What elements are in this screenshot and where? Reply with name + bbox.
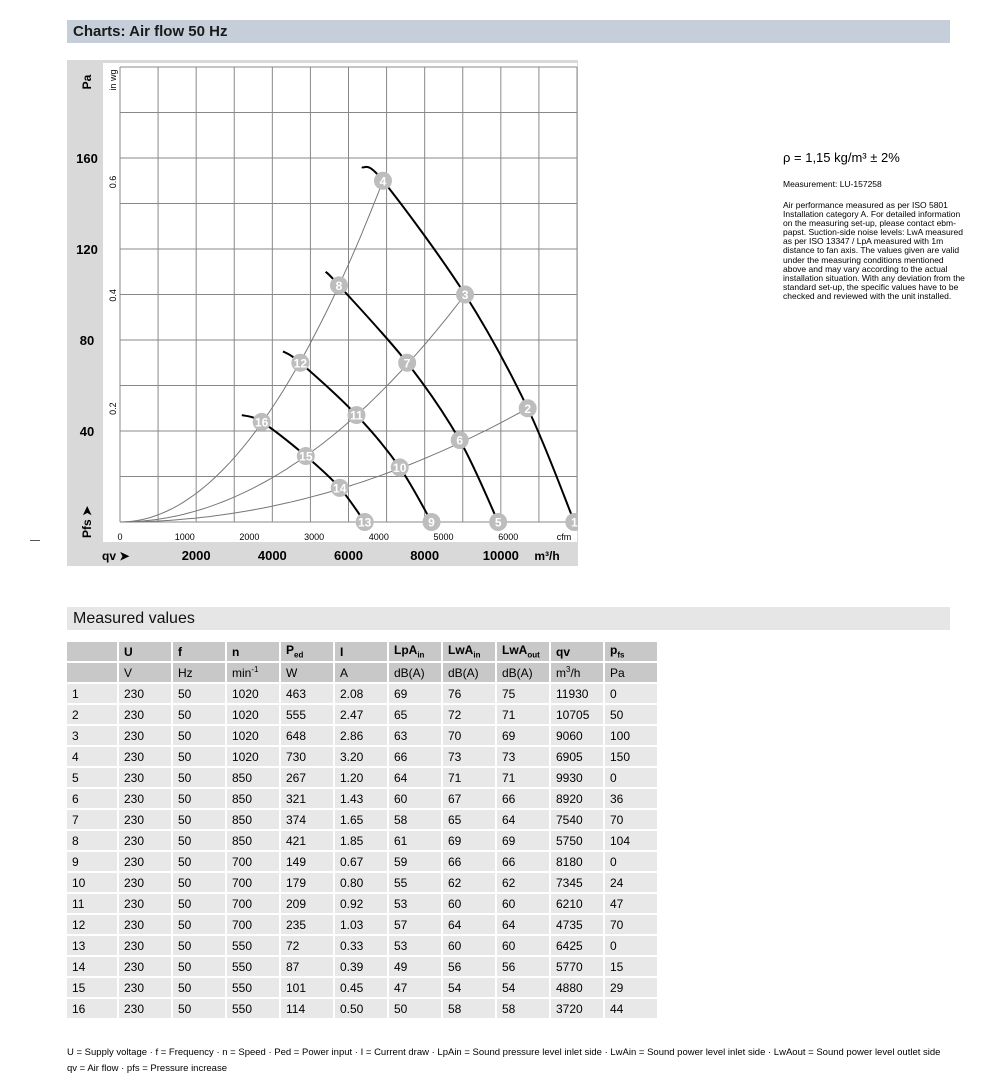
table-cell: 50 bbox=[173, 747, 225, 766]
x-unit-label: m³/h bbox=[534, 549, 560, 563]
x-secondary-tick-label: 6000 bbox=[498, 532, 519, 542]
table-cell: 700 bbox=[227, 873, 279, 892]
table-cell: 50 bbox=[389, 999, 441, 1018]
table-cell: 60 bbox=[389, 789, 441, 808]
table-row bbox=[67, 831, 657, 850]
table-cell: 50 bbox=[173, 915, 225, 934]
table-cell: 76 bbox=[443, 684, 495, 703]
y-secondary-unit-label: in wg bbox=[108, 69, 118, 91]
operating-point-label: 7 bbox=[403, 356, 411, 371]
table-cell: 230 bbox=[119, 726, 171, 745]
table-cell: 3720 bbox=[551, 999, 603, 1018]
table-cell: 114 bbox=[281, 999, 333, 1018]
table-cell: 9060 bbox=[551, 726, 603, 745]
table-cell: 550 bbox=[227, 936, 279, 955]
table-cell: 4 bbox=[67, 747, 117, 766]
unit-cell: W bbox=[281, 663, 333, 682]
table-cell: 8920 bbox=[551, 789, 603, 808]
table-cell: 50 bbox=[173, 978, 225, 997]
table-cell: 9 bbox=[67, 852, 117, 871]
table-cell: 50 bbox=[173, 789, 225, 808]
unit-cell: Pa bbox=[605, 663, 657, 682]
table-cell: 550 bbox=[227, 978, 279, 997]
table-cell: 60 bbox=[443, 894, 495, 913]
table-cell: 730 bbox=[281, 747, 333, 766]
table-cell: 1020 bbox=[227, 705, 279, 724]
table-cell: 0.80 bbox=[335, 873, 387, 892]
table-cell: 267 bbox=[281, 768, 333, 787]
table-cell: 230 bbox=[119, 852, 171, 871]
table-cell: 65 bbox=[389, 705, 441, 724]
table-cell: 87 bbox=[281, 957, 333, 976]
operating-point-label: 2 bbox=[524, 401, 532, 416]
table-cell: 57 bbox=[389, 915, 441, 934]
table-cell: 71 bbox=[443, 768, 495, 787]
y-secondary-tick-label: 0.4 bbox=[108, 289, 118, 302]
operating-point-label: 8 bbox=[335, 278, 343, 293]
operating-point-label: 11 bbox=[350, 408, 363, 423]
table-cell: 69 bbox=[389, 684, 441, 703]
section-title-measured: Measured values bbox=[67, 607, 950, 630]
table-cell: 700 bbox=[227, 852, 279, 871]
y-unit-label: Pa bbox=[80, 74, 94, 90]
table-cell: 64 bbox=[389, 768, 441, 787]
table-cell: 50 bbox=[173, 894, 225, 913]
table-row bbox=[67, 894, 657, 913]
header-subscript: in bbox=[473, 650, 481, 660]
header-cell bbox=[119, 642, 171, 661]
table-cell: 149 bbox=[281, 852, 333, 871]
header-cell bbox=[497, 642, 549, 661]
table-cell: 50 bbox=[173, 936, 225, 955]
header-label: LpA bbox=[394, 643, 418, 658]
table-cell: 463 bbox=[281, 684, 333, 703]
table-cell: 12 bbox=[67, 915, 117, 934]
table-row bbox=[67, 873, 657, 892]
table-cell: 2.47 bbox=[335, 705, 387, 724]
operating-point-label: 4 bbox=[379, 174, 387, 189]
table-row bbox=[67, 999, 657, 1018]
operating-point-label: 12 bbox=[293, 356, 308, 371]
table-cell: 50 bbox=[605, 705, 657, 724]
table-cell: 49 bbox=[389, 957, 441, 976]
table-cell: 70 bbox=[443, 726, 495, 745]
table-cell: 14 bbox=[67, 957, 117, 976]
header-cell bbox=[281, 642, 333, 661]
table-cell: 321 bbox=[281, 789, 333, 808]
table-cell: 60 bbox=[443, 936, 495, 955]
header-subscript: in bbox=[417, 650, 425, 660]
table-cell: 66 bbox=[497, 852, 549, 871]
table-cell: 7540 bbox=[551, 810, 603, 829]
table-cell: 36 bbox=[605, 789, 657, 808]
air-density: ρ = 1,15 kg/m³ ± 2% bbox=[783, 150, 900, 165]
table-cell: 64 bbox=[497, 915, 549, 934]
table-cell: 1.65 bbox=[335, 810, 387, 829]
table-cell: 55 bbox=[389, 873, 441, 892]
table-cell: 104 bbox=[605, 831, 657, 850]
x-tick-label: 4000 bbox=[257, 548, 287, 563]
table-cell: 50 bbox=[173, 873, 225, 892]
table-row bbox=[67, 936, 657, 955]
table-cell: 5750 bbox=[551, 831, 603, 850]
table-cell: 0.45 bbox=[335, 978, 387, 997]
header-label: qv bbox=[556, 644, 571, 659]
table-cell: 69 bbox=[497, 831, 549, 850]
table-cell: 230 bbox=[119, 978, 171, 997]
table-row bbox=[67, 747, 657, 766]
table-cell: 7345 bbox=[551, 873, 603, 892]
x-secondary-tick-label: 3000 bbox=[304, 532, 325, 542]
table-cell: 0.92 bbox=[335, 894, 387, 913]
table-row bbox=[67, 684, 657, 703]
x-secondary-tick-label: 2000 bbox=[239, 532, 260, 542]
x-secondary-unit-label: cfm bbox=[556, 532, 572, 542]
table-cell: 230 bbox=[119, 999, 171, 1018]
table-cell: 0 bbox=[605, 852, 657, 871]
table-cell: 230 bbox=[119, 915, 171, 934]
operating-point-label: 5 bbox=[494, 515, 502, 530]
y-tick-label: 40 bbox=[79, 424, 95, 439]
x-secondary-tick-label: 4000 bbox=[368, 532, 389, 542]
divider bbox=[30, 540, 40, 541]
table-cell: 56 bbox=[443, 957, 495, 976]
table-cell: 8180 bbox=[551, 852, 603, 871]
table-cell: 5 bbox=[67, 768, 117, 787]
table-cell: 230 bbox=[119, 768, 171, 787]
table-cell: 67 bbox=[443, 789, 495, 808]
operating-point-label: 16 bbox=[254, 415, 269, 430]
y-secondary-tick-label: 0.2 bbox=[108, 402, 118, 415]
table-cell: 421 bbox=[281, 831, 333, 850]
table-row bbox=[67, 852, 657, 871]
table-cell: 850 bbox=[227, 810, 279, 829]
table-cell: 3 bbox=[67, 726, 117, 745]
header-label: n bbox=[232, 644, 240, 659]
table-cell: 65 bbox=[443, 810, 495, 829]
header-label: U bbox=[124, 644, 133, 659]
table-cell: 550 bbox=[227, 999, 279, 1018]
table-cell: 50 bbox=[173, 957, 225, 976]
x-secondary-tick-label: 5000 bbox=[433, 532, 454, 542]
table-cell: 1020 bbox=[227, 747, 279, 766]
table-cell: 0 bbox=[605, 684, 657, 703]
table-row bbox=[67, 726, 657, 745]
table-cell: 66 bbox=[389, 747, 441, 766]
table-cell: 0.50 bbox=[335, 999, 387, 1018]
table-cell: 235 bbox=[281, 915, 333, 934]
unit-cell: $m^3/h$ bbox=[551, 663, 603, 682]
table-row bbox=[67, 915, 657, 934]
table-cell: 69 bbox=[497, 726, 549, 745]
table-cell: 179 bbox=[281, 873, 333, 892]
table-cell: 50 bbox=[173, 999, 225, 1018]
table-cell: 53 bbox=[389, 894, 441, 913]
header-cell bbox=[551, 642, 603, 661]
table-cell: 4880 bbox=[551, 978, 603, 997]
table-row bbox=[67, 810, 657, 829]
table-cell: 230 bbox=[119, 705, 171, 724]
units-row bbox=[67, 663, 657, 682]
header-cell bbox=[227, 642, 279, 661]
air-flow-chart bbox=[67, 60, 578, 566]
table-cell: 1020 bbox=[227, 726, 279, 745]
table-cell: 60 bbox=[497, 936, 549, 955]
plot-background bbox=[103, 63, 577, 542]
table-cell: 50 bbox=[173, 726, 225, 745]
table-cell: 850 bbox=[227, 789, 279, 808]
x-tick-label: 8000 bbox=[410, 548, 440, 563]
table-cell: 101 bbox=[281, 978, 333, 997]
table-cell: 73 bbox=[497, 747, 549, 766]
table-cell: 700 bbox=[227, 915, 279, 934]
table-cell: 71 bbox=[497, 705, 549, 724]
table-cell: 0.67 bbox=[335, 852, 387, 871]
operating-point-label: 9 bbox=[428, 515, 435, 530]
table-cell: 11 bbox=[67, 894, 117, 913]
table-cell: 230 bbox=[119, 747, 171, 766]
legend-line-2: qv = Air flow · pfs = Pressure increase bbox=[67, 1063, 227, 1074]
measurement-info bbox=[783, 150, 968, 301]
operating-point-label: 15 bbox=[299, 449, 313, 464]
header-cell bbox=[605, 642, 657, 661]
header-subscript: fs bbox=[617, 650, 625, 660]
legend-line-1: U = Supply voltage · f = Frequency · n = Speed · Ped = Power input · I = Current draw · LpAin = Sound pressure level inlet side · LwAin = Sound power level inlet side · LwAout = Sound power level outlet side bbox=[67, 1047, 941, 1058]
table-cell: 44 bbox=[605, 999, 657, 1018]
table-cell: 50 bbox=[173, 705, 225, 724]
header-cell bbox=[335, 642, 387, 661]
table-cell: 70 bbox=[605, 915, 657, 934]
table-cell: 71 bbox=[497, 768, 549, 787]
operating-point-label: 14 bbox=[333, 481, 347, 496]
table-cell: 10705 bbox=[551, 705, 603, 724]
operating-point-label: 3 bbox=[461, 288, 469, 302]
table-cell: 59 bbox=[389, 852, 441, 871]
table-cell: 24 bbox=[605, 873, 657, 892]
table-cell: 2 bbox=[67, 705, 117, 724]
table-cell: 61 bbox=[389, 831, 441, 850]
unit-cell: Hz bbox=[173, 663, 225, 682]
table-cell: 700 bbox=[227, 894, 279, 913]
x-secondary-tick-label: 1000 bbox=[174, 532, 195, 542]
table-cell: 8 bbox=[67, 831, 117, 850]
header-subscript: ed bbox=[294, 650, 304, 660]
header-cell bbox=[389, 642, 441, 661]
table-cell: 230 bbox=[119, 831, 171, 850]
table-cell: 3.20 bbox=[335, 747, 387, 766]
table-cell: 58 bbox=[389, 810, 441, 829]
header-label: f bbox=[178, 644, 182, 659]
table-cell: 1 bbox=[67, 684, 117, 703]
header-label: LwA bbox=[448, 643, 474, 658]
table-cell: 1.85 bbox=[335, 831, 387, 850]
measurement-id: Measurement: LU-157258 bbox=[783, 179, 882, 189]
table-cell: 58 bbox=[497, 999, 549, 1018]
table-cell: 50 bbox=[173, 810, 225, 829]
table-cell: 6905 bbox=[551, 747, 603, 766]
table-cell: 230 bbox=[119, 873, 171, 892]
table-cell: 53 bbox=[389, 936, 441, 955]
table-cell: 1.20 bbox=[335, 768, 387, 787]
table-cell: 50 bbox=[173, 852, 225, 871]
x-tick-label: 2000 bbox=[181, 548, 211, 563]
table-cell: 374 bbox=[281, 810, 333, 829]
y-tick-label: 160 bbox=[76, 151, 98, 166]
x-secondary-tick-label: 0 bbox=[117, 532, 123, 542]
unit-cell: V bbox=[119, 663, 171, 682]
table-cell: 150 bbox=[605, 747, 657, 766]
measured-values-table bbox=[65, 640, 659, 1020]
table-cell: 64 bbox=[443, 915, 495, 934]
table-cell: 5770 bbox=[551, 957, 603, 976]
table-cell: 2.86 bbox=[335, 726, 387, 745]
table-cell: 60 bbox=[497, 894, 549, 913]
header-label: p bbox=[610, 643, 618, 658]
table-cell: 850 bbox=[227, 768, 279, 787]
table-cell: 54 bbox=[497, 978, 549, 997]
table-cell: 16 bbox=[67, 999, 117, 1018]
unit-cell: dB(A) bbox=[497, 663, 549, 682]
table-cell: 62 bbox=[497, 873, 549, 892]
table-cell: 50 bbox=[173, 768, 225, 787]
x-tick-label: 10000 bbox=[482, 548, 519, 563]
x-tick-label: 6000 bbox=[334, 548, 363, 563]
table-cell: 6425 bbox=[551, 936, 603, 955]
table-cell: 0.39 bbox=[335, 957, 387, 976]
table-cell: 64 bbox=[497, 810, 549, 829]
y-axis-label: Pfs ➤ bbox=[80, 505, 94, 539]
table-cell: 54 bbox=[443, 978, 495, 997]
table-cell: 72 bbox=[443, 705, 495, 724]
table-cell: 0 bbox=[605, 768, 657, 787]
operating-point-label: 1 bbox=[570, 515, 578, 530]
header-cell bbox=[173, 642, 225, 661]
header-cell bbox=[67, 642, 117, 661]
table-row bbox=[67, 705, 657, 724]
table-cell: 73 bbox=[443, 747, 495, 766]
table-cell: 230 bbox=[119, 957, 171, 976]
table-cell: 7 bbox=[67, 810, 117, 829]
table-cell: 6210 bbox=[551, 894, 603, 913]
table-cell: 550 bbox=[227, 957, 279, 976]
operating-point-label: 13 bbox=[358, 515, 372, 530]
table-cell: 15 bbox=[605, 957, 657, 976]
table-cell: 13 bbox=[67, 936, 117, 955]
table-cell: 75 bbox=[497, 684, 549, 703]
table-cell: 15 bbox=[67, 978, 117, 997]
table-cell: 100 bbox=[605, 726, 657, 745]
table-cell: 66 bbox=[497, 789, 549, 808]
x-axis-label: qv ➤ bbox=[102, 549, 130, 563]
unit-cell: $\min^{-1}$ bbox=[227, 663, 279, 682]
unit-cell bbox=[67, 663, 117, 682]
table-row bbox=[67, 768, 657, 787]
table-cell: 9930 bbox=[551, 768, 603, 787]
table-cell: 1.03 bbox=[335, 915, 387, 934]
operating-point-label: 10 bbox=[393, 460, 407, 475]
header-row bbox=[67, 642, 657, 661]
header-label: LwA bbox=[502, 643, 528, 658]
unit-cell: dB(A) bbox=[443, 663, 495, 682]
table-cell: 50 bbox=[173, 684, 225, 703]
table-row bbox=[67, 789, 657, 808]
table-cell: 6 bbox=[67, 789, 117, 808]
table-cell: 72 bbox=[281, 936, 333, 955]
table-cell: 0.33 bbox=[335, 936, 387, 955]
table-cell: 50 bbox=[173, 831, 225, 850]
y-tick-label: 120 bbox=[76, 242, 98, 257]
table-cell: 230 bbox=[119, 810, 171, 829]
table-cell: 47 bbox=[605, 894, 657, 913]
table-row bbox=[67, 978, 657, 997]
table-cell: 648 bbox=[281, 726, 333, 745]
unit-cell: A bbox=[335, 663, 387, 682]
table-cell: 230 bbox=[119, 684, 171, 703]
table-cell: 2.08 bbox=[335, 684, 387, 703]
table-cell: 70 bbox=[605, 810, 657, 829]
table-cell: 56 bbox=[497, 957, 549, 976]
table-cell: 69 bbox=[443, 831, 495, 850]
table-cell: 230 bbox=[119, 936, 171, 955]
table-cell: 1.43 bbox=[335, 789, 387, 808]
header-subscript: out bbox=[527, 650, 540, 660]
table-cell: 63 bbox=[389, 726, 441, 745]
table-cell: 11930 bbox=[551, 684, 603, 703]
table-cell: 230 bbox=[119, 789, 171, 808]
table-cell: 29 bbox=[605, 978, 657, 997]
header-label: P bbox=[286, 643, 295, 658]
table-cell: 10 bbox=[67, 873, 117, 892]
table-cell: 230 bbox=[119, 894, 171, 913]
table-cell: 66 bbox=[443, 852, 495, 871]
table-row bbox=[67, 957, 657, 976]
table-cell: 62 bbox=[443, 873, 495, 892]
table-cell: 209 bbox=[281, 894, 333, 913]
header-label: I bbox=[340, 644, 344, 659]
y-secondary-tick-label: 0.6 bbox=[108, 175, 118, 189]
table-cell: 47 bbox=[389, 978, 441, 997]
header-cell bbox=[443, 642, 495, 661]
operating-point-label: 6 bbox=[456, 433, 464, 448]
table-cell: 1020 bbox=[227, 684, 279, 703]
table-cell: 0 bbox=[605, 936, 657, 955]
y-tick-label: 80 bbox=[79, 333, 95, 348]
table-cell: 58 bbox=[443, 999, 495, 1018]
table-cell: 555 bbox=[281, 705, 333, 724]
table-cell: 4735 bbox=[551, 915, 603, 934]
measurement-description: Air performance measured as per ISO 5801 Installation category A. For detailed information on the measuring set-up, please contact ebm-papst. Suction-side noise levels: LwA measured as per ISO 13347 / LpA measured with 1m distance to fan axis. The values given are valid under the measuring conditions mentioned above and may vary according to the actual installation situation. With any deviation from the standard set-up, the specific values have to be checked and reviewed with the unit installed. bbox=[783, 200, 965, 301]
table-cell: 850 bbox=[227, 831, 279, 850]
section-title-charts: Charts: Air flow 50 Hz bbox=[67, 20, 950, 43]
unit-cell: dB(A) bbox=[389, 663, 441, 682]
